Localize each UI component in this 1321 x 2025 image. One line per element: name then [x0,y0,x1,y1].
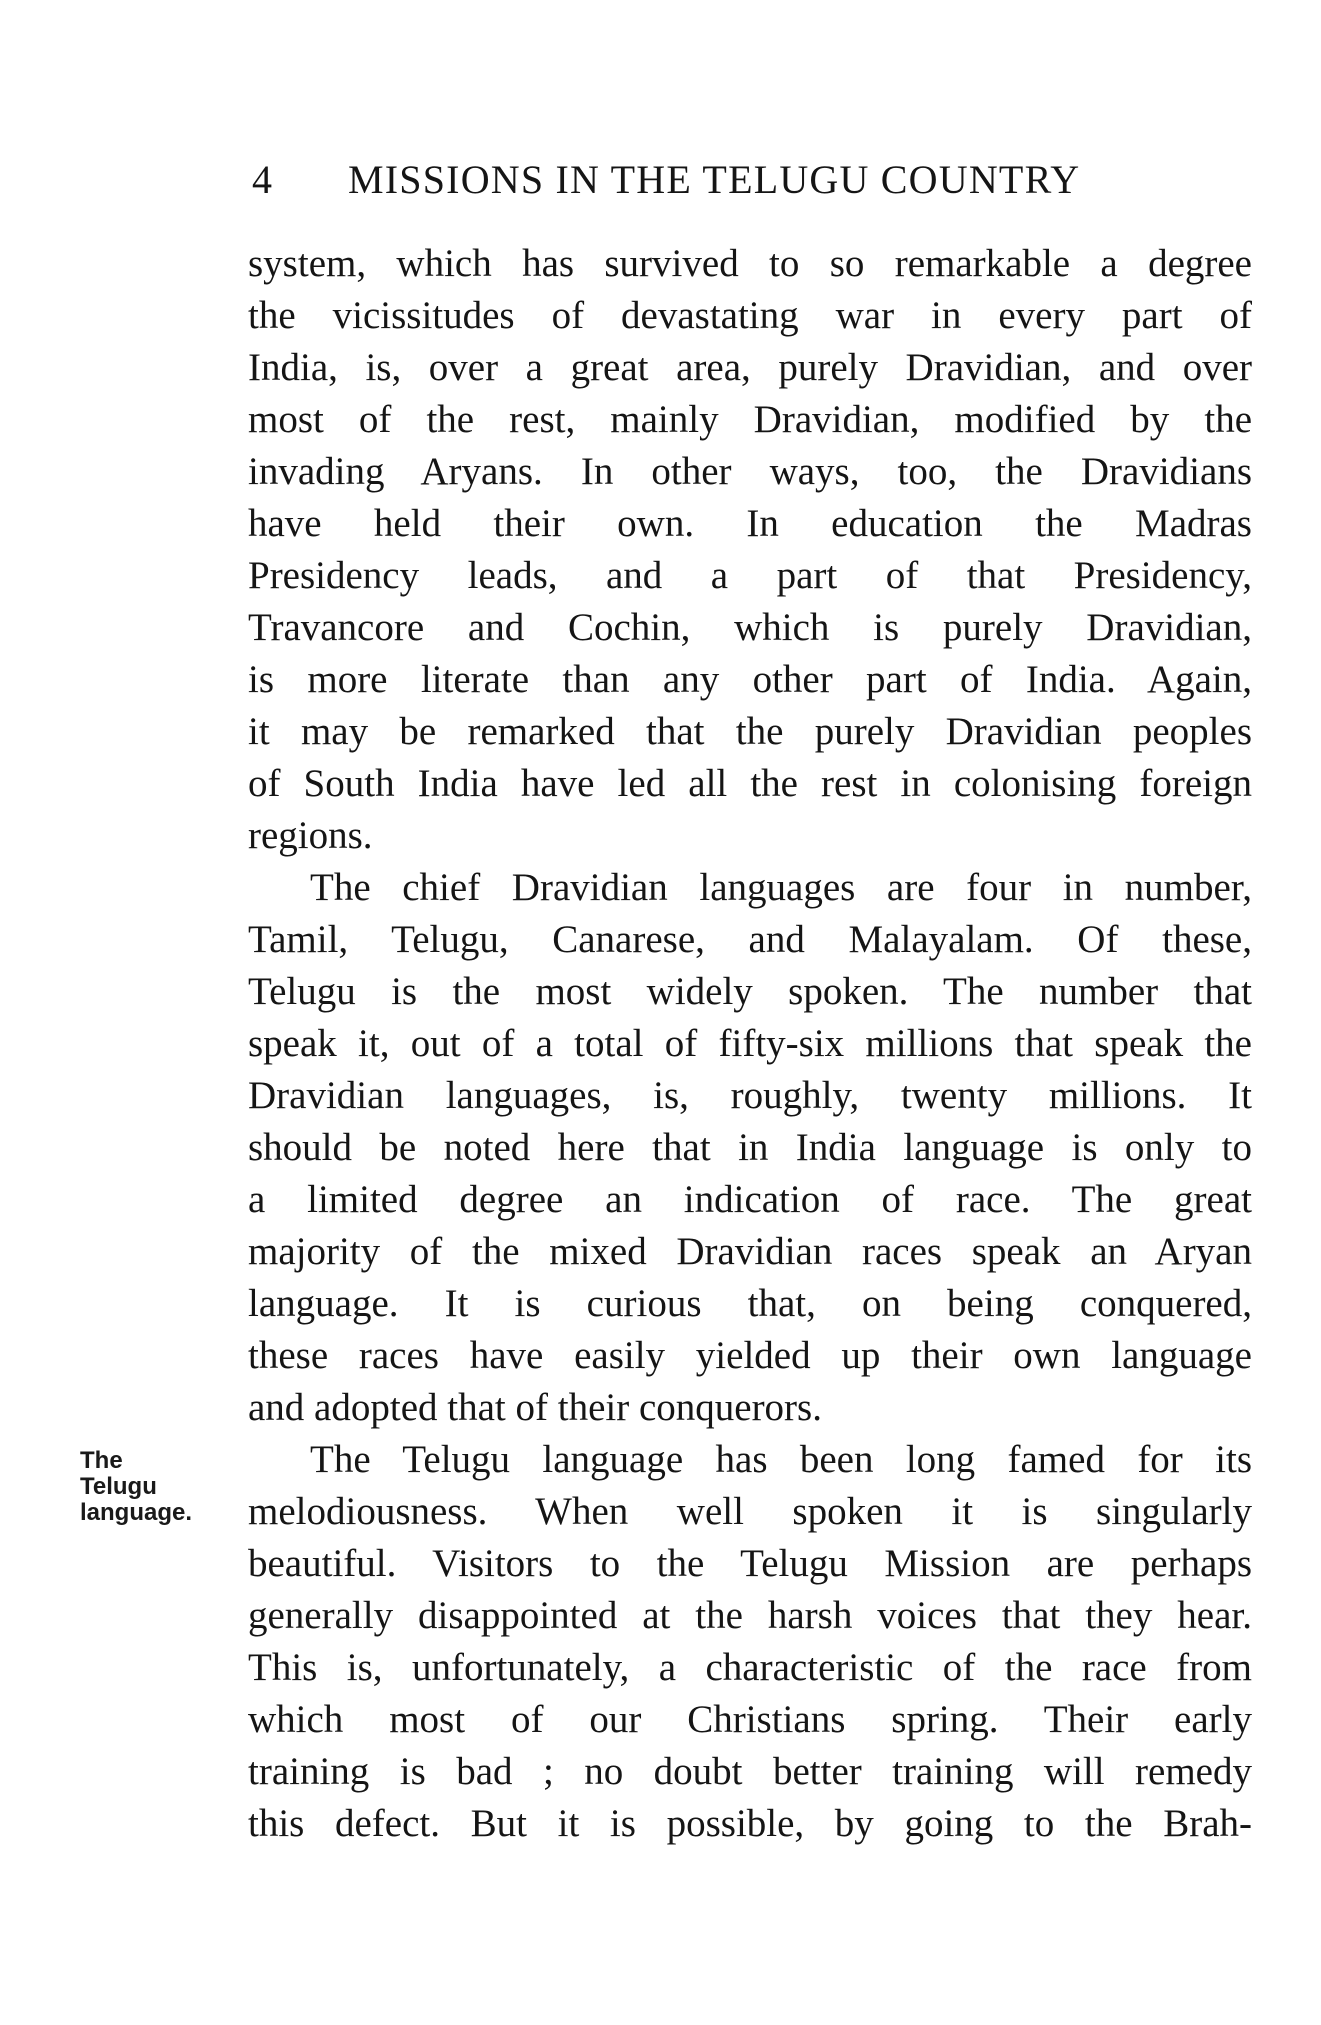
text-line: Presidency leads, and a part of that Presidency, [248,554,1252,597]
text-line: invading Aryans. In other ways, too, the Dravidians [248,450,1252,493]
text-line: should be noted here that in India language is only to [248,1126,1252,1169]
paragraph-end-line: regions. [248,814,373,857]
margin-note [80,1448,230,1526]
text-line: have held their own. In education the Madras [248,502,1252,545]
paragraph-end-line: and adopted that of their conquerors. [248,1386,822,1429]
text-line: system, which has survived to so remarkable a degree [248,242,1252,285]
text-line: these races have easily yielded up their own language [248,1334,1252,1377]
body-text [248,238,1252,1850]
text-line: Travancore and Cochin, which is purely Dravidian, [248,606,1252,649]
paragraph-start-line: The Telugu language has been long famed for its [310,1438,1252,1481]
text-line: Telugu is the most widely spoken. The number that [248,970,1252,1013]
text-line: This is, unfortunately, a characteristic of the race from [248,1646,1252,1689]
text-line: most of the rest, mainly Dravidian, modified by the [248,398,1252,441]
paragraph-start-line: The chief Dravidian languages are four in number, [310,866,1252,909]
text-line: which most of our Christians spring. Their early [248,1698,1252,1741]
page-number: 4 [252,157,274,202]
text-line: majority of the mixed Dravidian races speak an Aryan [248,1230,1252,1273]
text-line: beautiful. Visitors to the Telugu Mission are perhaps [248,1542,1252,1585]
text-line: it may be remarked that the purely Dravidian peoples [248,710,1252,753]
text-line: of South India have led all the rest in colonising foreign [248,762,1252,805]
margin-note-line: language. [80,1499,193,1526]
text-line: melodiousness. When well spoken it is singularly [248,1490,1252,1533]
text-line: a limited degree an indication of race. The great [248,1178,1252,1221]
text-line: generally disappointed at the harsh voices that they hear. [248,1594,1252,1637]
text-line: training is bad ; no doubt better training will remedy [248,1750,1252,1793]
text-line: language. It is curious that, on being conquered, [248,1282,1252,1325]
running-title: MISSIONS IN THE TELUGU COUNTRY [348,157,1081,202]
running-head [252,150,1162,210]
text-line: the vicissitudes of devastating war in every part of [248,294,1252,337]
margin-note-line: The [80,1447,123,1474]
margin-note-line: Telugu [80,1473,157,1500]
text-line: speak it, out of a total of fifty-six millions that speak the [248,1022,1252,1065]
text-line: this defect. But it is possible, by going to the Brah- [248,1802,1252,1845]
text-line: Dravidian languages, is, roughly, twenty millions. It [248,1074,1252,1117]
text-line: Tamil, Telugu, Canarese, and Malayalam. Of these, [248,918,1252,961]
text-line: is more literate than any other part of India. Again, [248,658,1252,701]
text-line: India, is, over a great area, purely Dravidian, and over [248,346,1252,389]
